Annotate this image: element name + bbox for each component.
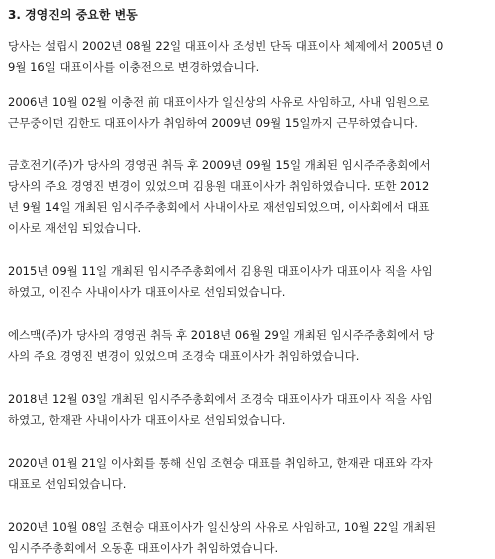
section-heading: 3. 경영진의 중요한 변동 — [8, 8, 138, 22]
paragraph-line: 당사의 주요 경영진 변경이 있었으며 김용원 대표이사가 취임하였습니다. 또한 2012 — [8, 179, 430, 193]
paragraph-line: 금호전기(주)가 당사의 경영권 취득 후 2009년 09월 15일 개최된 임시주주총회에서 — [8, 158, 431, 172]
paragraph-line: 대표로 선임되었습니다. — [8, 477, 127, 491]
paragraph-line: 2018년 12월 03일 개최된 임시주주총회에서 조경숙 대표이사가 대표이사 직을 사임 — [8, 392, 433, 406]
paragraph-2020-october-change — [8, 517, 490, 559]
paragraph-line: 년 9월 14일 개최된 임시주주총회에서 사내이사로 재선임되었으며, 이사회에서 대표 — [8, 200, 430, 214]
paragraph-line: 하였고, 한재관 사내이사가 대표이사로 선임되었습니다. — [8, 413, 286, 427]
paragraph-founding — [8, 36, 490, 78]
paragraph-line: 2015년 09월 11일 개최된 임시주주총회에서 김용원 대표이사가 대표이사 직을 사임 — [8, 264, 433, 278]
paragraph-line: 근무중이던 김한도 대표이사가 취임하여 2009년 09월 15일까지 근무하였습니다. — [8, 116, 418, 130]
paragraph-2020-january-change — [8, 453, 490, 495]
paragraph-line: 2006년 10월 02월 이충전 前 대표이사가 일신상의 사유로 사임하고, 사내 임원으로 — [8, 95, 430, 109]
paragraph-line: 이사로 재선임 되었습니다. — [8, 221, 142, 235]
paragraph-line: 에스맥(주)가 당사의 경영권 취득 후 2018년 06월 29일 개최된 임시주주총회에서 당 — [8, 328, 435, 342]
paragraph-line: 하였고, 이진수 사내이사가 대표이사로 선임되었습니다. — [8, 285, 286, 299]
paragraph-2015-change — [8, 261, 490, 303]
paragraph-line: 2020년 01월 21일 이사회를 통해 신임 조현승 대표를 취임하고, 한재관 대표와 각자 — [8, 456, 433, 470]
paragraph-line: 사의 주요 경영진 변경이 있었으며 조경숙 대표이사가 취임하였습니다. — [8, 349, 360, 363]
paragraph-2018-december-change — [8, 389, 490, 431]
paragraph-2006-change — [8, 92, 490, 134]
paragraph-2009-acquisition — [8, 155, 490, 239]
paragraph-line: 당사는 설립시 2002년 08월 22일 대표이사 조성빈 단독 대표이사 체제에서 2005년 0 — [8, 39, 444, 53]
paragraph-line: 9월 16일 대표이사를 이충전으로 변경하였습니다. — [8, 60, 260, 74]
paragraph-2018-acquisition — [8, 325, 490, 367]
paragraph-line: 임시주주총회에서 오동훈 대표이사가 취임하였습니다. — [8, 541, 279, 555]
paragraph-line: 2020년 10월 08일 조현승 대표이사가 일신상의 사유로 사임하고, 10월 22일 개최된 — [8, 520, 436, 534]
